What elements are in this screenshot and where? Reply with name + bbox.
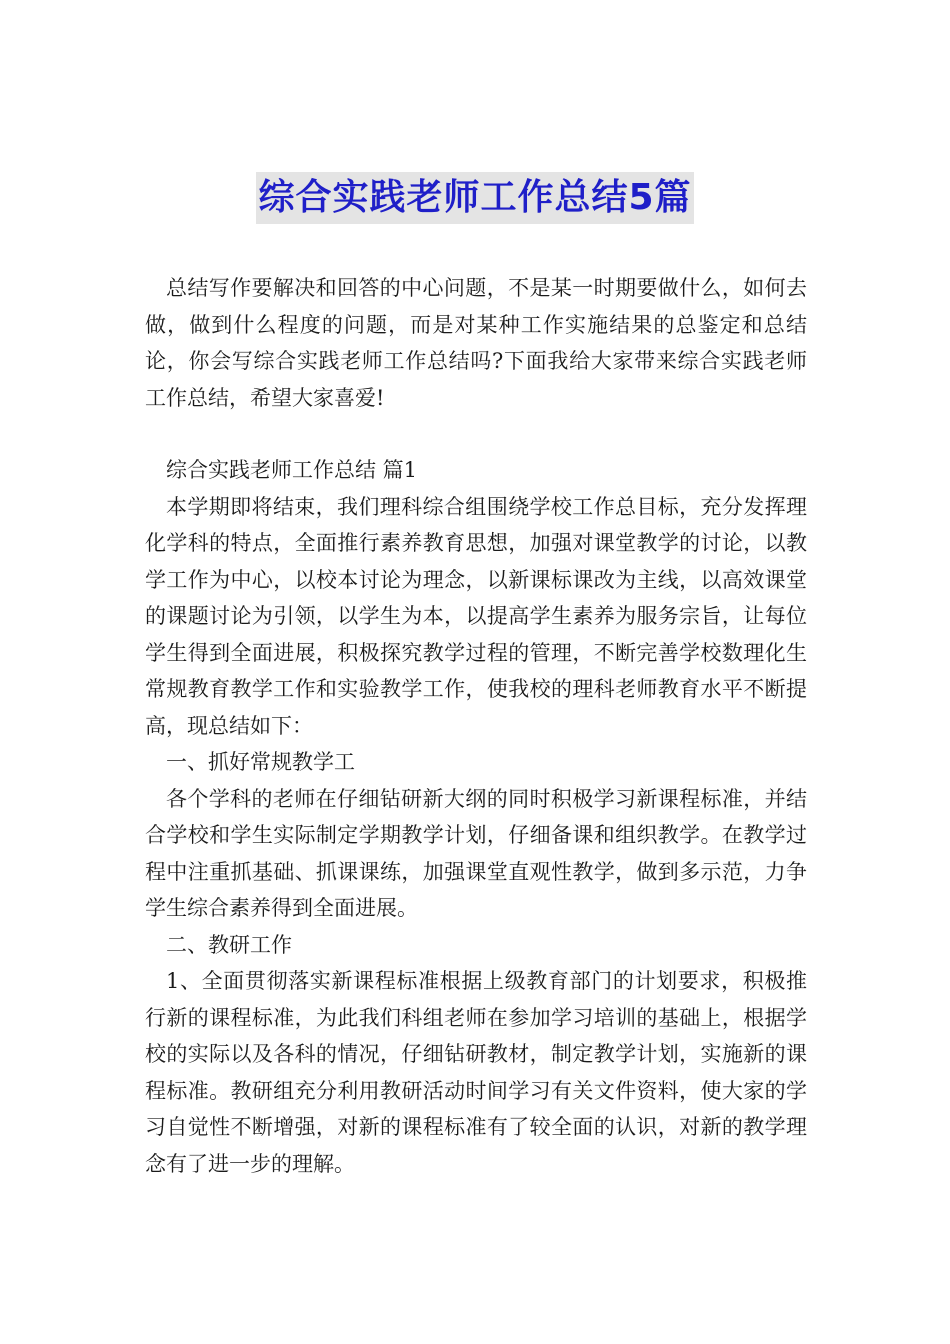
document-title: 综合实践老师工作总结5篇: [256, 172, 693, 224]
intro-paragraph: 总结写作要解决和回答的中心问题，不是某一时期要做什么，如何去做，做到什么程度的问题，而是对某种工作实施结果的总鉴定和总结论，你会写综合实践老师工作总结吗?下面我给大家带来综合实践老师工作总结，希望大家喜爱!: [145, 276, 807, 410]
subheading: 二、教研工作: [166, 932, 292, 957]
body-paragraph: 1、全面贯彻落实新课程标准根据上级教育部门的计划要求，积极推行新的课程标准，为此我们科组老师在参加学习培训的基础上，根据学校的实际以及各科的情况，仔细钻研教材，制定教学计划，实施新的课程标准。教研组充分利用教研活动时间学习有关文件资料，使大家的学习自觉性不断增强，对新的课程标准有了较全面的认识，对新的教学理念有了进一步的理解。: [145, 969, 807, 1176]
body-paragraph: 各个学科的老师在仔细钻研新大纲的同时积极学习新课程标准，并结合学校和学生实际制定学期教学计划，仔细备课和组织教学。在教学过程中注重抓基础、抓课课练，加强课堂直观性教学，做到多示范，力争学生综合素养得到全面进展。: [145, 786, 807, 920]
section-heading: 综合实践老师工作总结 篇1: [166, 458, 418, 482]
body-paragraph: 本学期即将结束，我们理科综合组围绕学校工作总目标，充分发挥理化学科的特点，全面推行素养教育思想，加强对课堂教学的讨论，以教学工作为中心，以校本讨论为理念，以新课标课改为主线，以高效课堂的课题讨论为引领，以学生为本，以提高学生素养为服务宗旨，让每位学生得到全面进展，积极探究教学过程的管理，不断完善学校数理化生常规教育教学工作和实验教学工作，使我校的理科老师教育水平不断提高，现总结如下：: [145, 494, 807, 738]
title-container: [0, 172, 950, 224]
subheading: 一、抓好常规教学工: [166, 750, 355, 774]
document-body: [145, 270, 807, 1182]
